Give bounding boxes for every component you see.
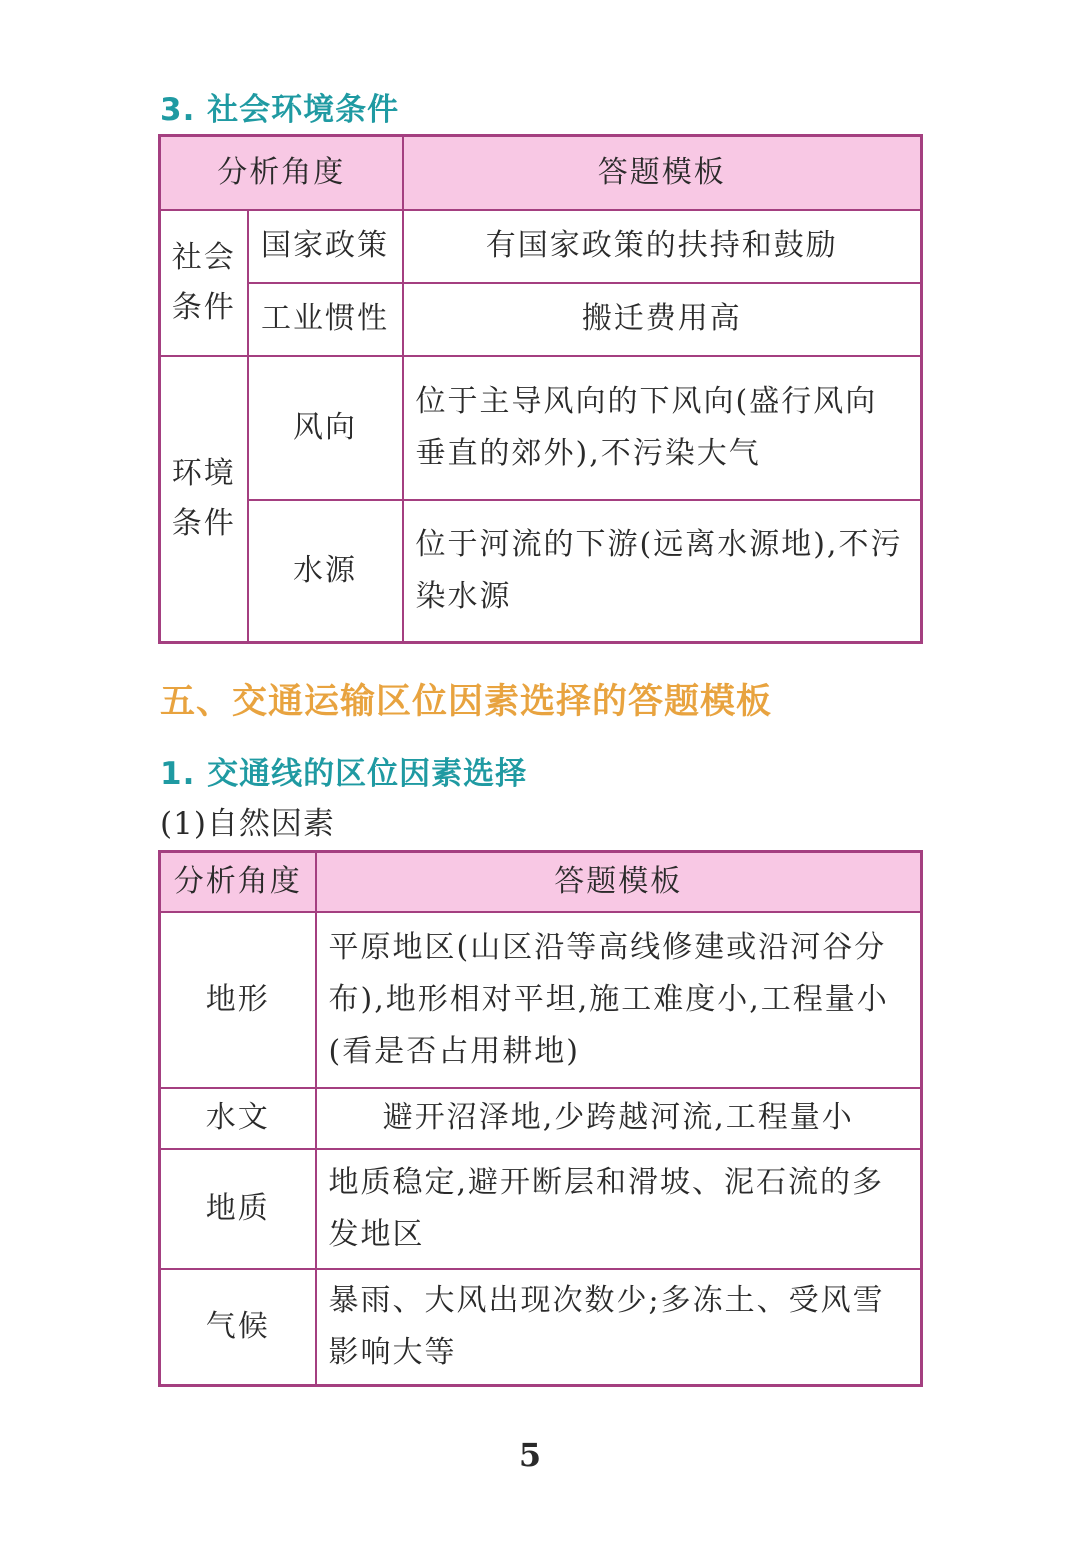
natural-factors-table xyxy=(158,850,923,1387)
header-answer-template: 答题模板 xyxy=(403,136,922,210)
table-header-row xyxy=(160,136,922,210)
table-row xyxy=(160,1088,922,1149)
template-cell: 位于主导风向的下风向(盛行风向垂直的郊外),不污染大气 xyxy=(403,356,922,500)
factor-cell: 工业惯性 xyxy=(248,283,403,356)
factor-cell: 地形 xyxy=(160,912,316,1088)
factor-cell: 地质 xyxy=(160,1149,316,1269)
table-row xyxy=(160,356,922,500)
social-environment-table xyxy=(158,134,923,644)
table-row xyxy=(160,500,922,643)
factor-cell: 国家政策 xyxy=(248,210,403,283)
table-row xyxy=(160,283,922,356)
group-social-conditions: 社会条件 xyxy=(160,210,248,356)
template-cell: 平原地区(山区沿等高线修建或沿河谷分布),地形相对平坦,施工难度小,工程量小(看是否占用耕地) xyxy=(316,912,922,1088)
factor-cell: 气候 xyxy=(160,1269,316,1386)
subsection-title: (1)自然因素 xyxy=(160,806,335,842)
header-answer-template: 答题模板 xyxy=(316,852,922,912)
factor-cell: 水源 xyxy=(248,500,403,643)
factor-cell: 水文 xyxy=(160,1088,316,1149)
table-row xyxy=(160,210,922,283)
section-5-title: 五、交通运输区位因素选择的答题模板 xyxy=(160,682,773,722)
template-cell: 暴雨、大风出现次数少;多冻土、受风雪影响大等 xyxy=(316,1269,922,1386)
template-cell: 避开沼泽地,少跨越河流,工程量小 xyxy=(316,1088,922,1149)
template-cell: 有国家政策的扶持和鼓励 xyxy=(403,210,922,283)
template-cell: 地质稳定,避开断层和滑坡、泥石流的多发地区 xyxy=(316,1149,922,1269)
table-row xyxy=(160,1269,922,1386)
section-5-1-title: 1. 交通线的区位因素选择 xyxy=(160,756,528,792)
page-number: 5 xyxy=(518,1436,542,1474)
factor-cell: 风向 xyxy=(248,356,403,500)
template-cell: 搬迁费用高 xyxy=(403,283,922,356)
group-environment-conditions: 环境条件 xyxy=(160,356,248,643)
header-analysis-angle: 分析角度 xyxy=(160,852,316,912)
template-cell: 位于河流的下游(远离水源地),不污染水源 xyxy=(403,500,922,643)
section-3-title: 3. 社会环境条件 xyxy=(160,92,400,128)
header-analysis-angle: 分析角度 xyxy=(160,136,403,210)
table-row xyxy=(160,912,922,1088)
table-header-row xyxy=(160,852,922,912)
table-row xyxy=(160,1149,922,1269)
